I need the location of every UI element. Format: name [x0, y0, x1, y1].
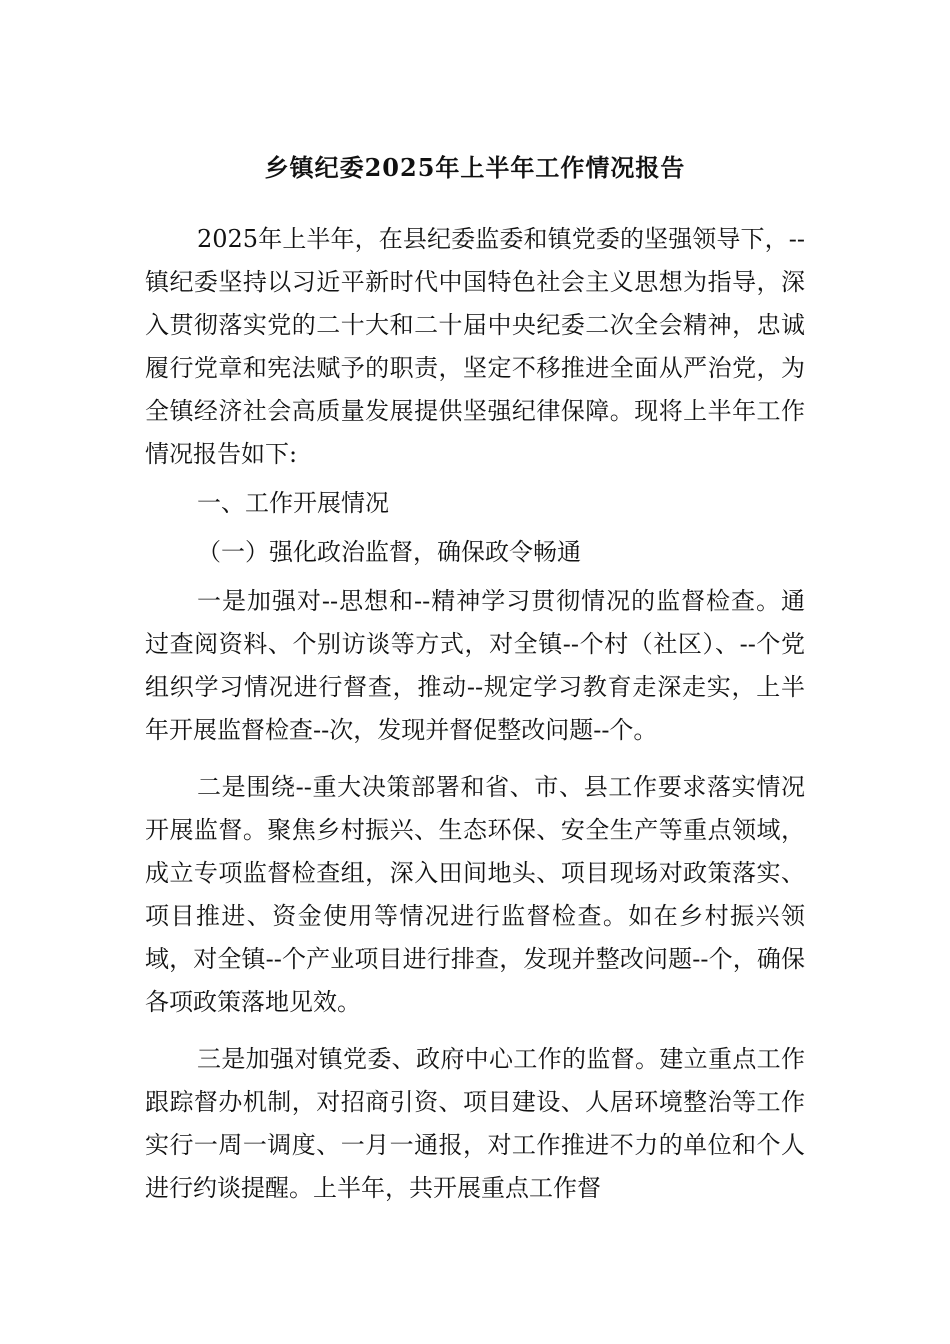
paragraph-point-3: 三是加强对镇党委、政府中心工作的监督。建立重点工作跟踪督办机制，对招商引资、项目建设、人居环境整治等工作实行一周一调度、一月一通报，对工作推进不力的单位和个人进行约谈提醒。上半年，共开展重点工作督 — [145, 1045, 805, 1202]
paragraph-point-1: 一是加强对--思想和--精神学习贯彻情况的监督检查。通过查阅资料、个别访谈等方式，对全镇--个村（社区）、--个党组织学习情况进行督查，推动--规定学习教育走深走实，上半年开展监督检查--次，发现并督促整改问题--个。 — [145, 587, 805, 744]
paragraph-intro: 2025年上半年，在县纪委监委和镇党委的坚强领导下，--镇纪委坚持以习近平新时代中国特色社会主义思想为指导，深入贯彻落实党的二十大和二十届中央纪委二次全会精神，忠诚履行党章和宪法赋予的职责，坚定不移推进全面从严治党，为全镇经济社会高质量发展提供坚强纪律保障。现将上半年工作情况报告如下: — [145, 225, 805, 468]
document-body — [145, 218, 805, 1210]
subsection-heading-1: （一）强化政治监督，确保政令畅通 — [197, 538, 581, 566]
document-title: 乡镇纪委2025年上半年工作情况报告 — [264, 153, 686, 182]
section-heading-1: 一、工作开展情况 — [197, 489, 389, 517]
paragraph-point-2: 二是围绕--重大决策部署和省、市、县工作要求落实情况开展监督。聚焦乡村振兴、生态环保、安全生产等重点领域，成立专项监督检查组，深入田间地头、项目现场对政策落实、项目推进、资金使用等情况进行监督检查。如在乡村振兴领域，对全镇--个产业项目进行排查，发现并整改问题--个，确保各项政策落地见效。 — [145, 773, 805, 1016]
